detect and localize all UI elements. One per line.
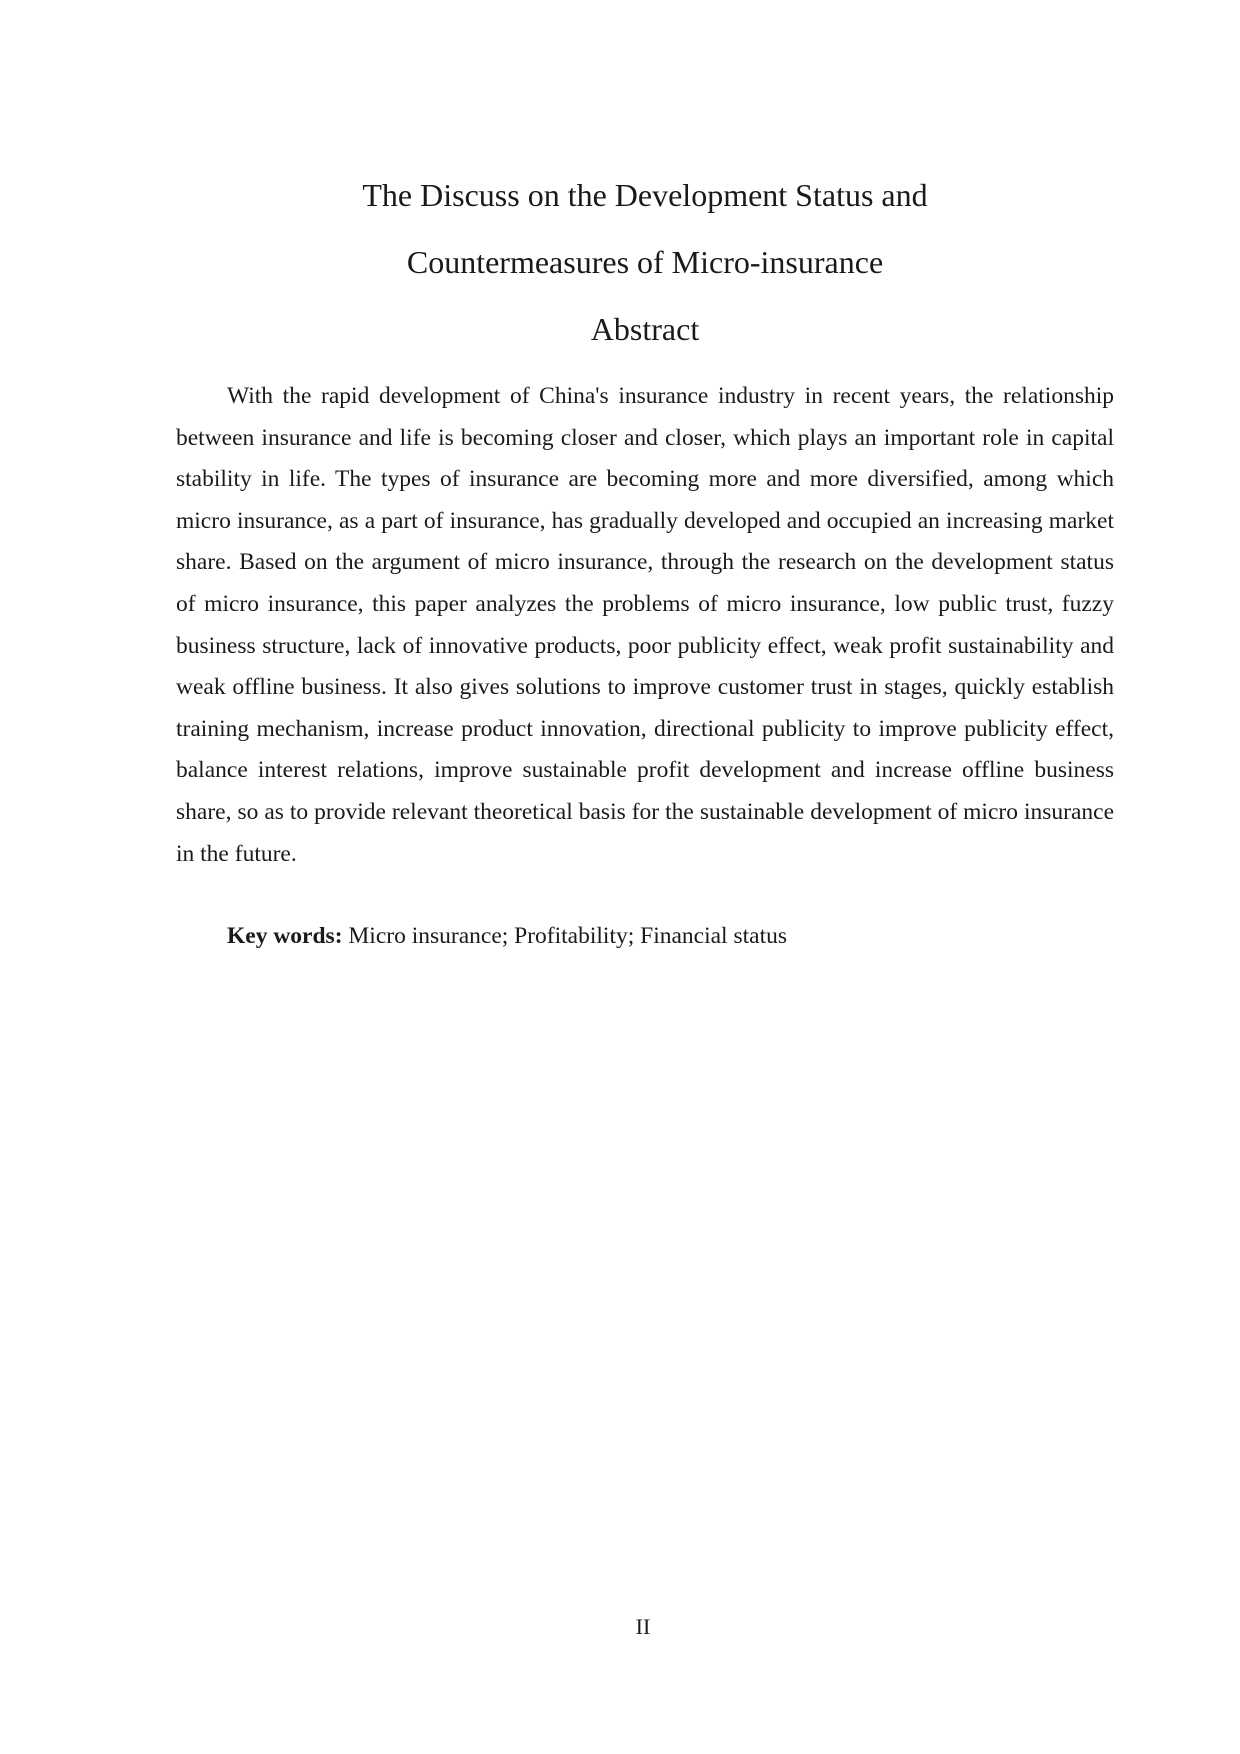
abstract-paragraph: With the rapid development of China's insurance industry in recent years, the relationship between insurance and life is becoming closer and closer, which plays an important role in capital stability in life. The types of insurance are becoming more and more diversified, among which micro insurance, as a part of insurance, has gradually developed and occupied an increasing market share. Based on the argument of micro insurance, through the research on the development status of micro insurance, this paper analyzes the problems of micro insurance, low public trust, fuzzy business structure, lack of innovative products, poor publicity effect, weak profit sustainability and weak offline business. It also gives solutions to improve customer trust in stages, quickly establish training mechanism, increase product innovation, directional publicity to improve publicity effect, balance interest relations, improve sustainable profit development and increase offline business share, so as to provide relevant theoretical basis for the sustainable development of micro insurance in the future. — [176, 383, 1114, 867]
title-line-2: Countermeasures of Micro-insurance — [406, 244, 884, 280]
page-number: II — [635, 1614, 651, 1639]
abstract-heading: Abstract — [590, 311, 700, 347]
keywords-label: Key words: — [227, 923, 343, 949]
title-line-1: The Discuss on the Development Status and — [362, 177, 928, 213]
keywords-value: Micro insurance; Profitability; Financial status — [348, 923, 787, 949]
keywords-line — [227, 916, 787, 956]
